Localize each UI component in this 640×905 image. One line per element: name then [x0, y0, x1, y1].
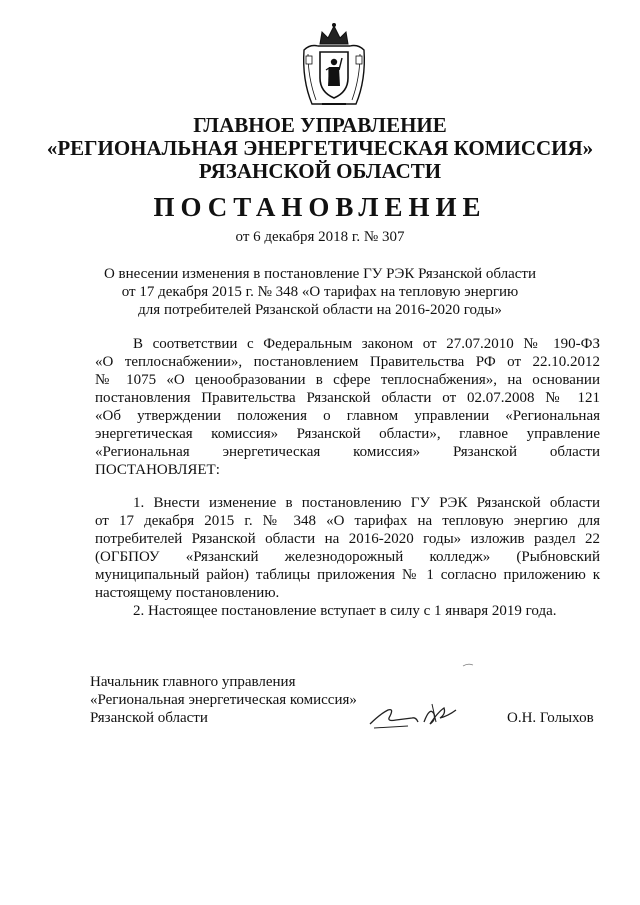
preamble-line: В соответствии с Федеральным законом от 27.07.2010 № 190-ФЗ — [133, 336, 600, 352]
item-2-line: 2. Настоящее постановление вступает в силу с 1 января 2019 года. — [133, 603, 557, 619]
document-type-title: ПОСТАНОВЛЕНИЕ — [153, 192, 487, 222]
preamble-decision-word: ПОСТАНОВЛЯЕТ: — [95, 462, 220, 478]
item-1-line: муниципальный район) таблицы приложения № 1 согласно приложению к — [95, 567, 600, 583]
subject-line: от 17 декабря 2015 г. № 348 «О тарифах на тепловую энергию — [121, 284, 519, 300]
subject-line: О внесении изменения в постановление ГУ РЭК Рязанской области — [103, 266, 537, 282]
signatory-title-line: «Региональная энергетическая комиссия» — [90, 692, 357, 708]
coat-of-arms-icon — [298, 20, 370, 110]
preamble-line: «Об утверждении положения о главном управлении «Региональная — [95, 408, 600, 424]
signatory-title-line: Рязанской области — [90, 710, 208, 726]
item-1-line: от 17 декабря 2015 г. № 348 «О тарифах на тепловую энергию для — [95, 513, 600, 529]
org-name-line-3: РЯЗАНСКОЙ ОБЛАСТИ — [198, 159, 442, 183]
stray-mark-icon — [462, 662, 474, 668]
handwritten-signature-icon — [366, 700, 476, 732]
preamble-line: «О теплоснабжении», постановлением Правительства РФ от 22.10.2012 — [95, 354, 600, 370]
preamble-line: энергетическая комиссия» Рязанской области», главное управление — [95, 426, 600, 442]
document-date-number: от 6 декабря 2018 г. № 307 — [235, 229, 405, 245]
org-name-line-1: ГЛАВНОЕ УПРАВЛЕНИЕ — [193, 113, 447, 137]
preamble-line: № 1075 «О ценообразовании в сфере теплоснабжения», на основании — [95, 372, 600, 388]
preamble-line: «Региональная энергетическая комиссия» Рязанской области — [95, 444, 600, 460]
item-1-line: 1. Внести изменение в постановлению ГУ РЭК Рязанской области — [133, 495, 600, 511]
subject-line: для потребителей Рязанской области на 2016-2020 годы» — [138, 302, 502, 318]
org-name-line-2: «РЕГИОНАЛЬНАЯ ЭНЕРГЕТИЧЕСКАЯ КОМИССИЯ» — [46, 136, 594, 160]
item-1-line: (ОГБПОУ «Рязанский железнодорожный колледж» (Рыбновский — [95, 549, 600, 565]
signatory-title-line: Начальник главного управления — [90, 674, 296, 690]
item-1-line: настоящему постановлению. — [95, 585, 280, 601]
signatory-name: О.Н. Голыхов — [507, 710, 594, 726]
item-1-line: потребителей Рязанской области на 2016-2020 годы» изложив раздел 22 — [95, 531, 600, 547]
preamble-line: постановления Правительства Рязанской области от 02.07.2008 № 121 — [95, 390, 600, 406]
